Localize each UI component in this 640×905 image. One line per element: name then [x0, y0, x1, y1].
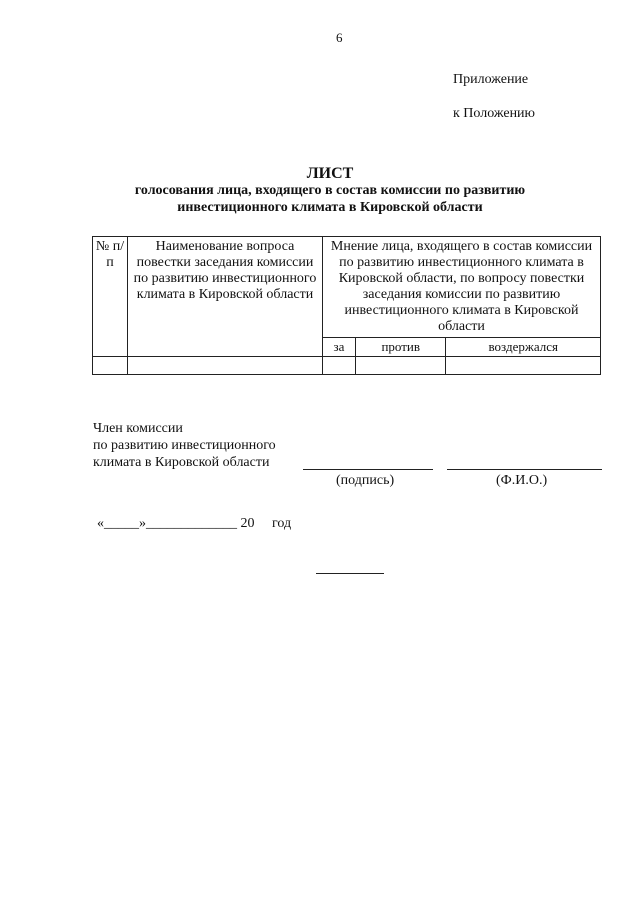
table-cell-for[interactable]: [323, 357, 356, 375]
table-header-row: [93, 237, 601, 338]
appendix-to-label: к Положению: [453, 106, 536, 121]
member-line-2: по развитию инвестиционного: [93, 438, 276, 453]
member-line-3: климата в Кировской области: [93, 455, 270, 470]
option-abstain: воздержался: [446, 338, 601, 357]
document-title: ЛИСТ: [306, 165, 354, 182]
document-subtitle: [100, 182, 560, 216]
table-cell-number[interactable]: [93, 357, 128, 375]
header-question: Наименование вопроса повестки заседания комиссии по развитию инвестиционного климата в Кировской области: [128, 237, 323, 357]
subtitle-line-1: голосования лица, входящего в состав комиссии по развитию: [134, 183, 526, 198]
subtitle-line-2: инвестиционного климата в Кировской области: [177, 200, 483, 215]
appendix-label: Приложение: [453, 72, 529, 87]
member-block: [93, 420, 276, 471]
header-opinion: Мнение лица, входящего в состав комиссии по развитию инвестиционного климата в Кировской области, по вопросу повестки заседания комиссии по развитию инвестиционного климата в Кировской области: [323, 237, 601, 338]
signature-label: (подпись): [336, 473, 395, 488]
option-against: против: [356, 338, 446, 357]
voting-table: [92, 236, 601, 375]
member-line-1: Член комиссии: [93, 421, 183, 436]
name-line[interactable]: [447, 469, 602, 470]
page-number: 6: [336, 30, 343, 45]
end-divider: [316, 573, 384, 574]
signature-line[interactable]: [303, 469, 433, 470]
option-for: за: [323, 338, 356, 357]
table-cell-against[interactable]: [356, 357, 446, 375]
table-cell-question[interactable]: [128, 357, 323, 375]
table-cell-abstain[interactable]: [446, 357, 601, 375]
date-line: «_____»_____________ 20 год: [97, 516, 292, 531]
name-label: (Ф.И.О.): [496, 473, 548, 488]
table-row: [93, 357, 601, 375]
header-number: № п/п: [93, 237, 128, 357]
